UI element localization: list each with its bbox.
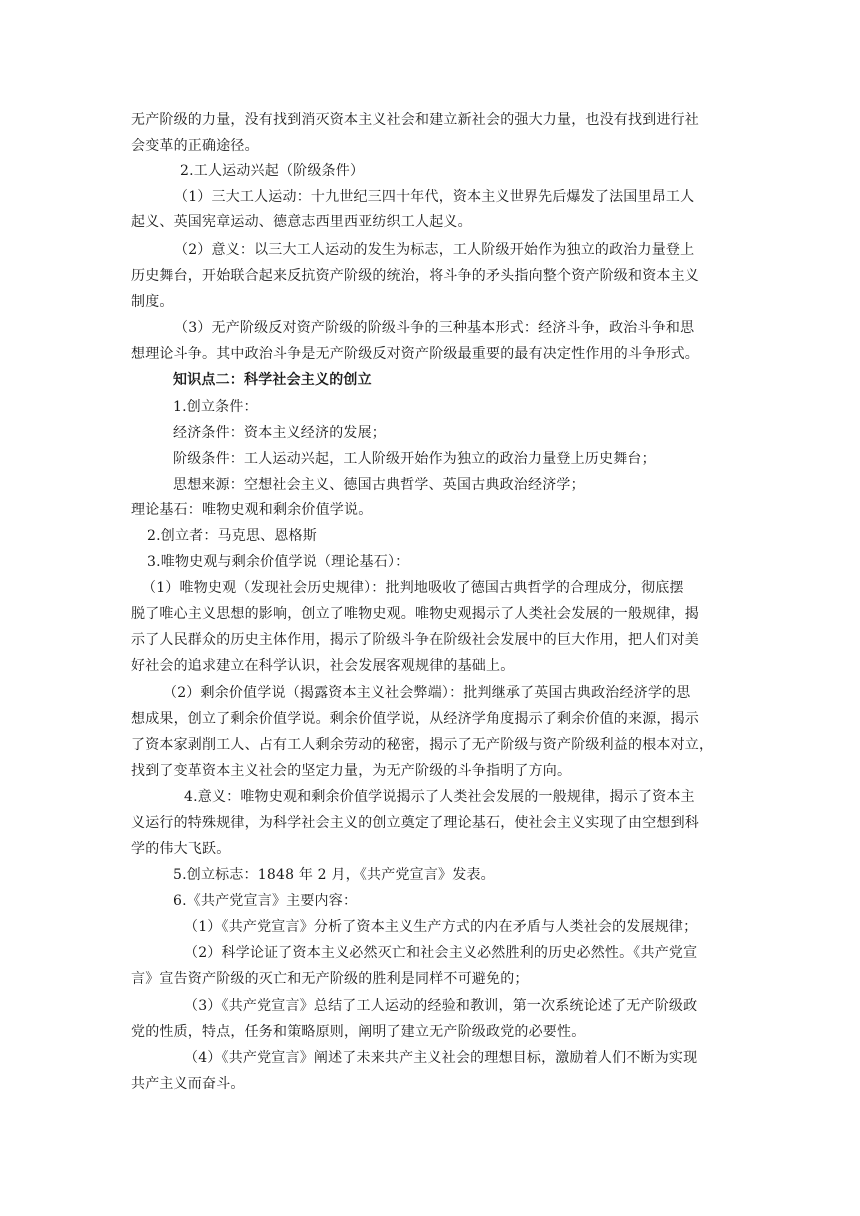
text-line: 共产主义而奋斗。: [131, 1076, 245, 1092]
text-line: 党的性质，特点，任务和策略原则，阐明了建立无产阶级政党的必要性。: [131, 1024, 586, 1040]
text-line: （1）《共产党宣言》分析了资本主义生产方式的内在矛盾与人类社会的发展规律；: [184, 919, 698, 935]
text-line: 想理论斗争。其中政治斗争是无产阶级反对资产阶级最重要的最有决定性作用的斗争形式。: [131, 346, 699, 362]
text-line: 理论基石：唯物史观和剩余价值学说。: [131, 502, 373, 518]
text-line: 脱了唯心主义思想的影响，创立了唯物史观。唯物史观揭示了人类社会发展的一般规律，揭: [131, 606, 699, 622]
text-line: 义运行的特殊规律，为科学社会主义的创立奠定了理论基石，使社会主义实现了由空想到科: [131, 815, 699, 831]
section-heading: 2.创立者：马克思、恩格斯: [147, 528, 317, 544]
text-line: 历史舞台，开始联合起来反抗资产阶级的统治，将斗争的矛头指向整个资产阶级和资本主义: [131, 268, 699, 284]
section-heading: 2.工人运动兴起（阶级条件）: [180, 163, 365, 179]
text-line: 经济条件：资本主义经济的发展；: [173, 425, 386, 441]
text-line: 学的伟大飞跃。: [131, 841, 231, 857]
text-line: （2）科学论证了资本主义必然灭亡和社会主义必然胜利的历史必然性。《共产党宣: [184, 945, 698, 961]
text-line: （1）三大工人运动：十九世纪三四十年代，资本主义世界先后爆发了法国里昂工人: [174, 189, 695, 205]
text-line: 无产阶级的力量，没有找到消灭资本主义社会和建立新社会的强大力量，也没有找到进行社: [131, 112, 699, 128]
text-line: （4）《共产党宣言》阐述了未来共产主义社会的理想目标，激励着人们不断为实现: [184, 1050, 698, 1066]
text-line: 好社会的追求建立在科学认识，社会发展客观规律的基础上。: [131, 658, 515, 674]
text-line: 了资本家剥削工人、占有工人剩余劳动的秘密，揭示了无产阶级与资产阶级利益的根本对立，: [131, 737, 714, 753]
section-heading: 1.创立条件：: [173, 399, 258, 415]
text-line: 找到了变革资本主义社会的坚定力量，为无产阶级的斗争指明了方向。: [131, 763, 572, 779]
section-heading: 3.唯物史观与剩余价值学说（理论基石）：: [147, 554, 410, 570]
text-line: 阶级条件：工人运动兴起，工人阶级开始作为独立的政治力量登上历史舞台；: [173, 451, 656, 467]
text-line: 言》宣告资产阶级的灭亡和无产阶级的胜利是同样不可避免的；: [131, 971, 529, 987]
knowledge-point-heading: 知识点二：科学社会主义的创立: [173, 372, 372, 388]
text-line: 示了人民群众的历史主体作用，揭示了阶级斗争在阶级社会发展中的巨大作用，把人们对美: [131, 632, 699, 648]
section-heading: 5.创立标志：1848 年 2 月，《共产党宣言》发表。: [173, 867, 495, 883]
text-line: 想成果，创立了剩余价值学说。剩余价值学说，从经济学角度揭示了剩余价值的来源，揭示: [131, 711, 699, 727]
text-line: （2）意义：以三大工人运动的发生为标志，工人阶级开始作为独立的政治力量登上: [174, 242, 695, 258]
text-line: 起义、英国宪章运动、德意志西里西亚纺织工人起义。: [131, 214, 472, 230]
text-line: （3）无产阶级反对资产阶级的阶级斗争的三种基本形式：经济斗争，政治斗争和思: [174, 320, 695, 336]
text-line: （2）剩余价值学说（揭露资本主义社会弊端）：批判继承了英国古典政治经济学的思: [163, 685, 691, 701]
text-line: 思想来源：空想社会主义、德国古典哲学、英国古典政治经济学；: [173, 477, 585, 493]
text-line: 会变革的正确途径。: [131, 138, 259, 154]
text-line: 制度。: [131, 294, 174, 310]
section-heading: 4.意义：唯物史观和剩余价值学说揭示了人类社会发展的一般规律，揭示了资本主: [184, 789, 695, 805]
text-line: （3）《共产党宣言》总结了工人运动的经验和教训，第一次系统论述了无产阶级政: [184, 998, 698, 1014]
section-heading: 6.《共产党宣言》主要内容：: [173, 893, 358, 909]
text-line: （1）唯物史观（发现社会历史规律）：批判地吸收了德国古典哲学的合理成分，彻底摆: [142, 580, 684, 596]
